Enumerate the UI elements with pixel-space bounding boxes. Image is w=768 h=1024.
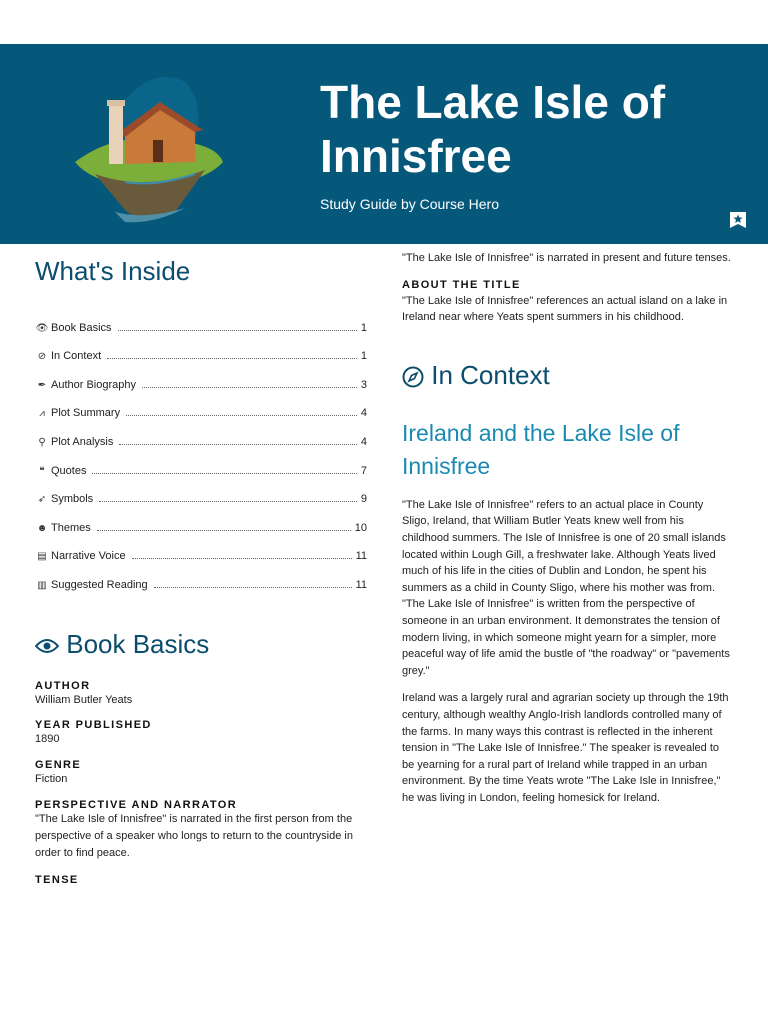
in-context-heading-text: In Context — [431, 359, 550, 390]
in-context-paragraph-1: "The Lake Isle of Innisfree" refers to an actual place in County Sligo, Ireland, that William Butler Yeats knew well from his childhood summers. The Isle of Innisfree is one of 20 small islands located within Lough Gill, a freshwater lake. Although Yeats lived much of his life in the cities of Dublin and London, he spent his summers as a child in County Sligo, where his mother was from. "The Lake Isle of Innisfree" is written from the perspective of someone in an urban environment. It demonstrates the tension of modern living, in which someone might yearn for a simpler, more peaceful way of life amid the bustle of "the roadway" or "pavements grey." — [402, 498, 730, 677]
toc-page: 4 — [360, 407, 367, 420]
toc-label: Plot Summary — [51, 407, 121, 420]
in-context-paragraph-2: Ireland was a largely rural and agrarian society up through the 19th century, although wealthy Anglo-Irish landlords controlled many of the farms. In many ways this contrast is reflected in the inherent tension in "The Lake Isle of Innisfree." The speaker is revealed to be yearning for a rural part of Ireland while trapped in an urban environment. By the time Yeats wrote "The Lake Isle in Innisfree," he was living in London, feeling homesick for Ireland. — [402, 692, 729, 804]
toc-leader — [97, 530, 351, 531]
toc-leader — [154, 587, 352, 588]
toc-label: Narrative Voice — [51, 550, 126, 563]
toc-page: 3 — [360, 378, 367, 391]
magnifier-icon: ⚲ — [38, 436, 46, 448]
toc-leader — [99, 501, 357, 502]
toc-page: 10 — [354, 521, 367, 534]
toc-label: Book Basics — [51, 321, 112, 334]
eye-icon: 👁 — [35, 322, 49, 334]
about-title-label: ABOUT THE TITLE — [402, 278, 521, 291]
toc-label: Suggested Reading — [51, 578, 148, 591]
toc-leader — [132, 558, 352, 559]
compass-icon — [402, 366, 424, 388]
tense-label: TENSE — [35, 873, 79, 886]
right-column — [402, 250, 732, 806]
perspective-value: "The Lake Isle of Innisfree" is narrated in the first person from the perspective of a speaker who longs to return to the countryside in order to find peace. — [35, 812, 353, 859]
document-icon: ▤ — [37, 551, 47, 563]
book-basics-heading-text: Book Basics — [66, 628, 210, 659]
toc-leader — [107, 358, 357, 359]
toc-page: 1 — [360, 321, 367, 334]
toc-item-symbols[interactable] — [35, 477, 367, 506]
perspective-label: PERSPECTIVE AND NARRATOR — [35, 798, 238, 811]
toc-item-in-context[interactable] — [35, 334, 367, 363]
toc-label: Author Biography — [51, 378, 136, 391]
table-of-contents — [35, 305, 367, 591]
bookmark-star-icon[interactable] — [728, 210, 748, 230]
year-published-value: 1890 — [35, 732, 60, 745]
year-published-label: YEAR PUBLISHED — [35, 718, 152, 731]
toc-item-author-biography[interactable] — [35, 362, 367, 391]
toc-label: Symbols — [51, 493, 94, 506]
toc-item-book-basics[interactable] — [35, 305, 367, 334]
toc-item-plot-summary[interactable] — [35, 391, 367, 420]
toc-page: 7 — [360, 464, 367, 477]
toc-label: Themes — [51, 521, 91, 534]
whats-inside-heading: What's Inside — [35, 256, 191, 286]
toc-page: 4 — [360, 435, 367, 448]
about-title-value: "The Lake Isle of Innisfree" references an actual island on a lake in Ireland near where Yeats spent summers in his childhood. — [402, 294, 728, 324]
quote-icon: ❝ — [39, 465, 45, 477]
author-label: AUTHOR — [35, 679, 91, 692]
author-value: William Butler Yeats — [35, 693, 133, 706]
toc-leader — [126, 415, 357, 416]
island-cottage-illustration — [55, 62, 235, 232]
toc-leader — [142, 387, 357, 388]
toc-item-suggested-reading[interactable] — [35, 562, 367, 591]
toc-leader — [92, 473, 356, 474]
toc-item-narrative-voice[interactable] — [35, 534, 367, 563]
eye-icon — [35, 638, 59, 654]
page-subtitle: Study Guide by Course Hero — [320, 196, 499, 212]
page-title: The Lake Isle of Innisfree — [320, 76, 666, 182]
toc-item-themes[interactable] — [35, 505, 367, 534]
compass-icon: ⊘ — [37, 351, 47, 363]
ireland-subheading: Ireland and the Lake Isle of Innisfree — [402, 419, 680, 479]
chart-icon: ⩘ — [39, 408, 45, 420]
masks-icon: ☻ — [36, 522, 48, 534]
genre-value: Fiction — [35, 772, 68, 785]
left-column — [35, 244, 367, 886]
toc-item-plot-analysis[interactable] — [35, 419, 367, 448]
toc-label: Quotes — [51, 464, 87, 477]
toc-page: 9 — [360, 493, 367, 506]
toc-page: 11 — [355, 550, 367, 563]
pen-nib-icon: ✒ — [37, 379, 47, 391]
book-basics-heading — [35, 629, 367, 660]
genre-label: GENRE — [35, 758, 82, 771]
toc-page: 11 — [355, 578, 367, 591]
tense-value: "The Lake Isle of Innisfree" is narrated in present and future tenses. — [402, 252, 731, 264]
in-context-heading — [402, 360, 732, 391]
toc-label: Plot Analysis — [51, 435, 114, 448]
toc-item-quotes[interactable] — [35, 448, 367, 477]
toc-page: 1 — [360, 350, 367, 363]
bird-icon: ➶ — [37, 494, 47, 506]
books-icon: ▥ — [37, 579, 47, 591]
toc-leader — [119, 444, 357, 445]
toc-label: In Context — [51, 350, 102, 363]
toc-leader — [118, 330, 357, 331]
